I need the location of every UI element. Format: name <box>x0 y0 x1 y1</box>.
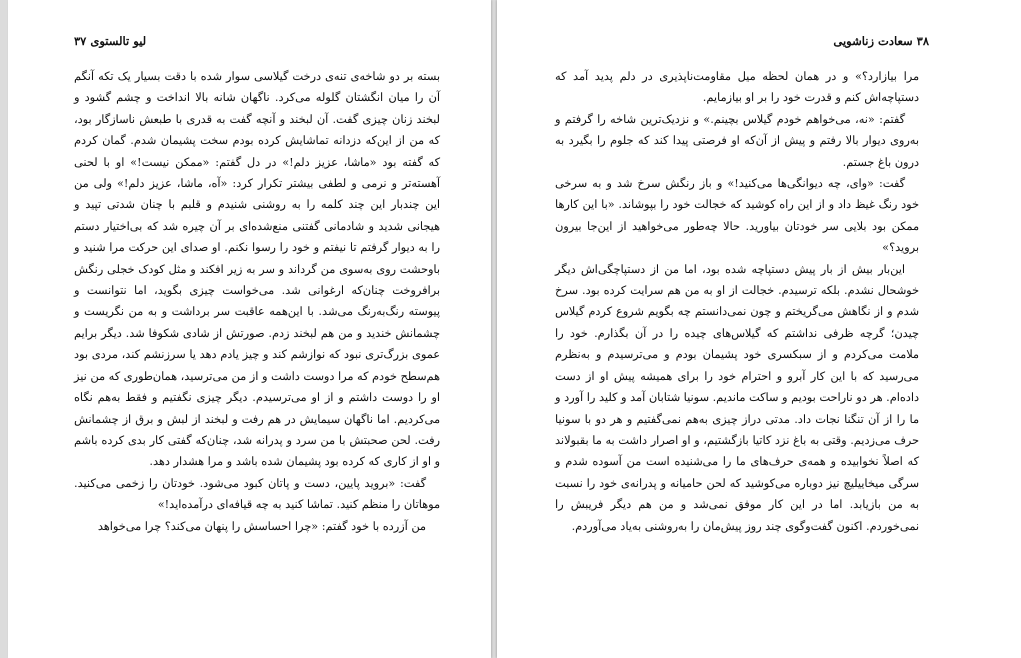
left-page-header: لیو تالستوی ۳۷ <box>74 34 147 48</box>
left-page <box>8 0 491 658</box>
left-paragraph-2: گفت: «بروید پایین، دست و پاتان کبود می‌شود. خودتان را زخمی می‌کنید. موهاتان را منظم کنید. تماشا کنید به چه قیافه‌ای درآمده‌اید!» <box>74 476 440 512</box>
right-page <box>497 0 1021 658</box>
right-page-body <box>555 66 919 537</box>
right-paragraph-4: این‌بار بیش از بار پیش دستپاچه شده بود، اما من از دستپاچگی‌اش دیگر خوشحال نشدم. بلکه ترسیدم. خجالت از او به من هم سرایت کرده بود. سرخ شدم و از نگاهش می‌گریختم و چون نمی‌دانستم چه بگویم شروع کردم گیلاس چیدن؛ گرچه ظرفی نداشتم که گیلاس‌های چیده را در آن بگذارم. خود را ملامت می‌کردم و از سبکسری خود پشیمان بودم و می‌ترسیدم و به‌نظرم می‌رسید که با این کار آبرو و احترام خود را برای همیشه پیش او از دست داده‌ام. هر دو ناراحت بودیم و ساکت ماندیم. سونیا شتابان آمد و کلید را آورد و ما را از آن تنگنا نجات داد. مدتی دراز چیزی به‌هم نمی‌گفتیم و هر دو با سونیا حرف می‌زدیم. وقتی به باغ نزد کاتیا بازگشتیم، و او اصرار داشت به ما بقبولاند که اصلاً نخوابیده و همه‌ی حرف‌های ما را می‌شنیده است من آسوده شدم و سرگی میخاییلیچ نیز دوباره می‌کوشید که لحن حامیانه و پدرانه‌ی خود را نسبت به من بازیابد. اما در این کار موفق نمی‌شد و من هم دیگر فریبش را نمی‌خوردم. اکنون گفت‌وگوی چند روز پیش‌مان را به‌روشنی به‌یاد می‌آوردم. <box>555 262 919 533</box>
right-page-header: ۳۸ سعادت زناشویی <box>833 34 929 48</box>
left-paragraph-3: من آزرده با خود گفتم: «چرا احساسش را پنهان می‌کند؟ چرا می‌خواهد <box>97 519 426 533</box>
left-page-body <box>74 66 440 537</box>
right-paragraph-2: گفتم: «نه، می‌خواهم خودم گیلاس بچینم.» و نزدیک‌ترین شاخه را گرفتم و به‌روی دیوار بالا رفتم و پیش از آن‌که او فرصتی پیدا کند که جلوم را بگیرد به درون باغ جستم. <box>555 112 919 169</box>
right-paragraph-3: گفت: «وای، چه دیوانگی‌ها می‌کنید!» و باز رنگش سرخ شد و به سرخی خود رنگ غیظ داد و از این راه کوشید که خجالت خود را بپوشاند. «با این کارها ممکن بود بلایی سر خودتان بیاورید. حالا چه‌طور می‌خواهید از این‌جا بیرون بروید؟» <box>555 177 919 255</box>
right-paragraph-1: مرا بیازارد؟» و در همان لحظه میل مقاومت‌ناپذیری در دلم پدید آمد که دستپاچه‌اش کنم و قدرت خود را بر او بیازمایم. <box>555 70 919 105</box>
left-paragraph-1: بسته بر دو شاخه‌ی تنه‌ی درخت گیلاسی سوار شده با دقت بسیار یک تکه آنگم آن را میان انگشتان گلوله می‌کرد. ناگهان شانه بالا انداخت و چشم گشود و لبخند زنان چیزی گفت. آن لبخند و آنچه گفت به قدری با طبعش ناسازگار بود، که من از این‌که دزدانه تماشایش کرده بودم سخت پشیمان شدم. گمان کردم که گفته بود «ماشا، عزیز دلم!» در دل گفتم: «ممکن نیست!» او با لحنی آهسته‌تر و نرمی و لطفی بیشتر تکرار کرد: «آه، ماشا، عزیز دلم!» ولی من این چندبار این چند کلمه را به روشنی شنیدم و قلبم با چنان شدتی تپید و هیجانی شدید و شادمانی گفتنی منع‌شده‌ای بر آن چیره شد که بی‌اختیار دستم را به دیوار گرفتم تا نیفتم و خود را رسوا نکنم. او صدای این حرکت مرا شنید و باوحشت روی به‌سوی من گرداند و سر به زیر افکند و مثل کودک خجلی رنگش برافروخت چنان‌که ارغوانی شد. می‌خواست چیزی بگوید، اما نتوانست و پیوسته رنگ‌به‌رنگ می‌شد. با این‌همه عاقبت سر برداشت و به من نگریست و چشمانش خندید و من هم لبخند زدم. صورتش از شادی شکوفا شد. دیگر برایم عموی بزرگ‌تری نبود که نوازشم کند و چیز یادم دهد یا سرزنشم کند، مردی بود هم‌سطح خودم که مرا دوست داشت و از من می‌ترسید، همان‌طوری که من نیز او را دوست داشتم و از او می‌ترسیدم. دیگر چیزی نگفتیم و فقط به‌هم نگاه می‌کردیم. اما ناگهان سیمایش در هم رفت و لبخند از لبش و برق از چشمانش رفت. لحن صحبتش با من سرد و پدرانه شد، چنان‌که گفتی کار بدی کرده باشم و او از کاری که کرده بود پشیمان شده باشد و مرا هشدار دهد. <box>74 70 440 469</box>
